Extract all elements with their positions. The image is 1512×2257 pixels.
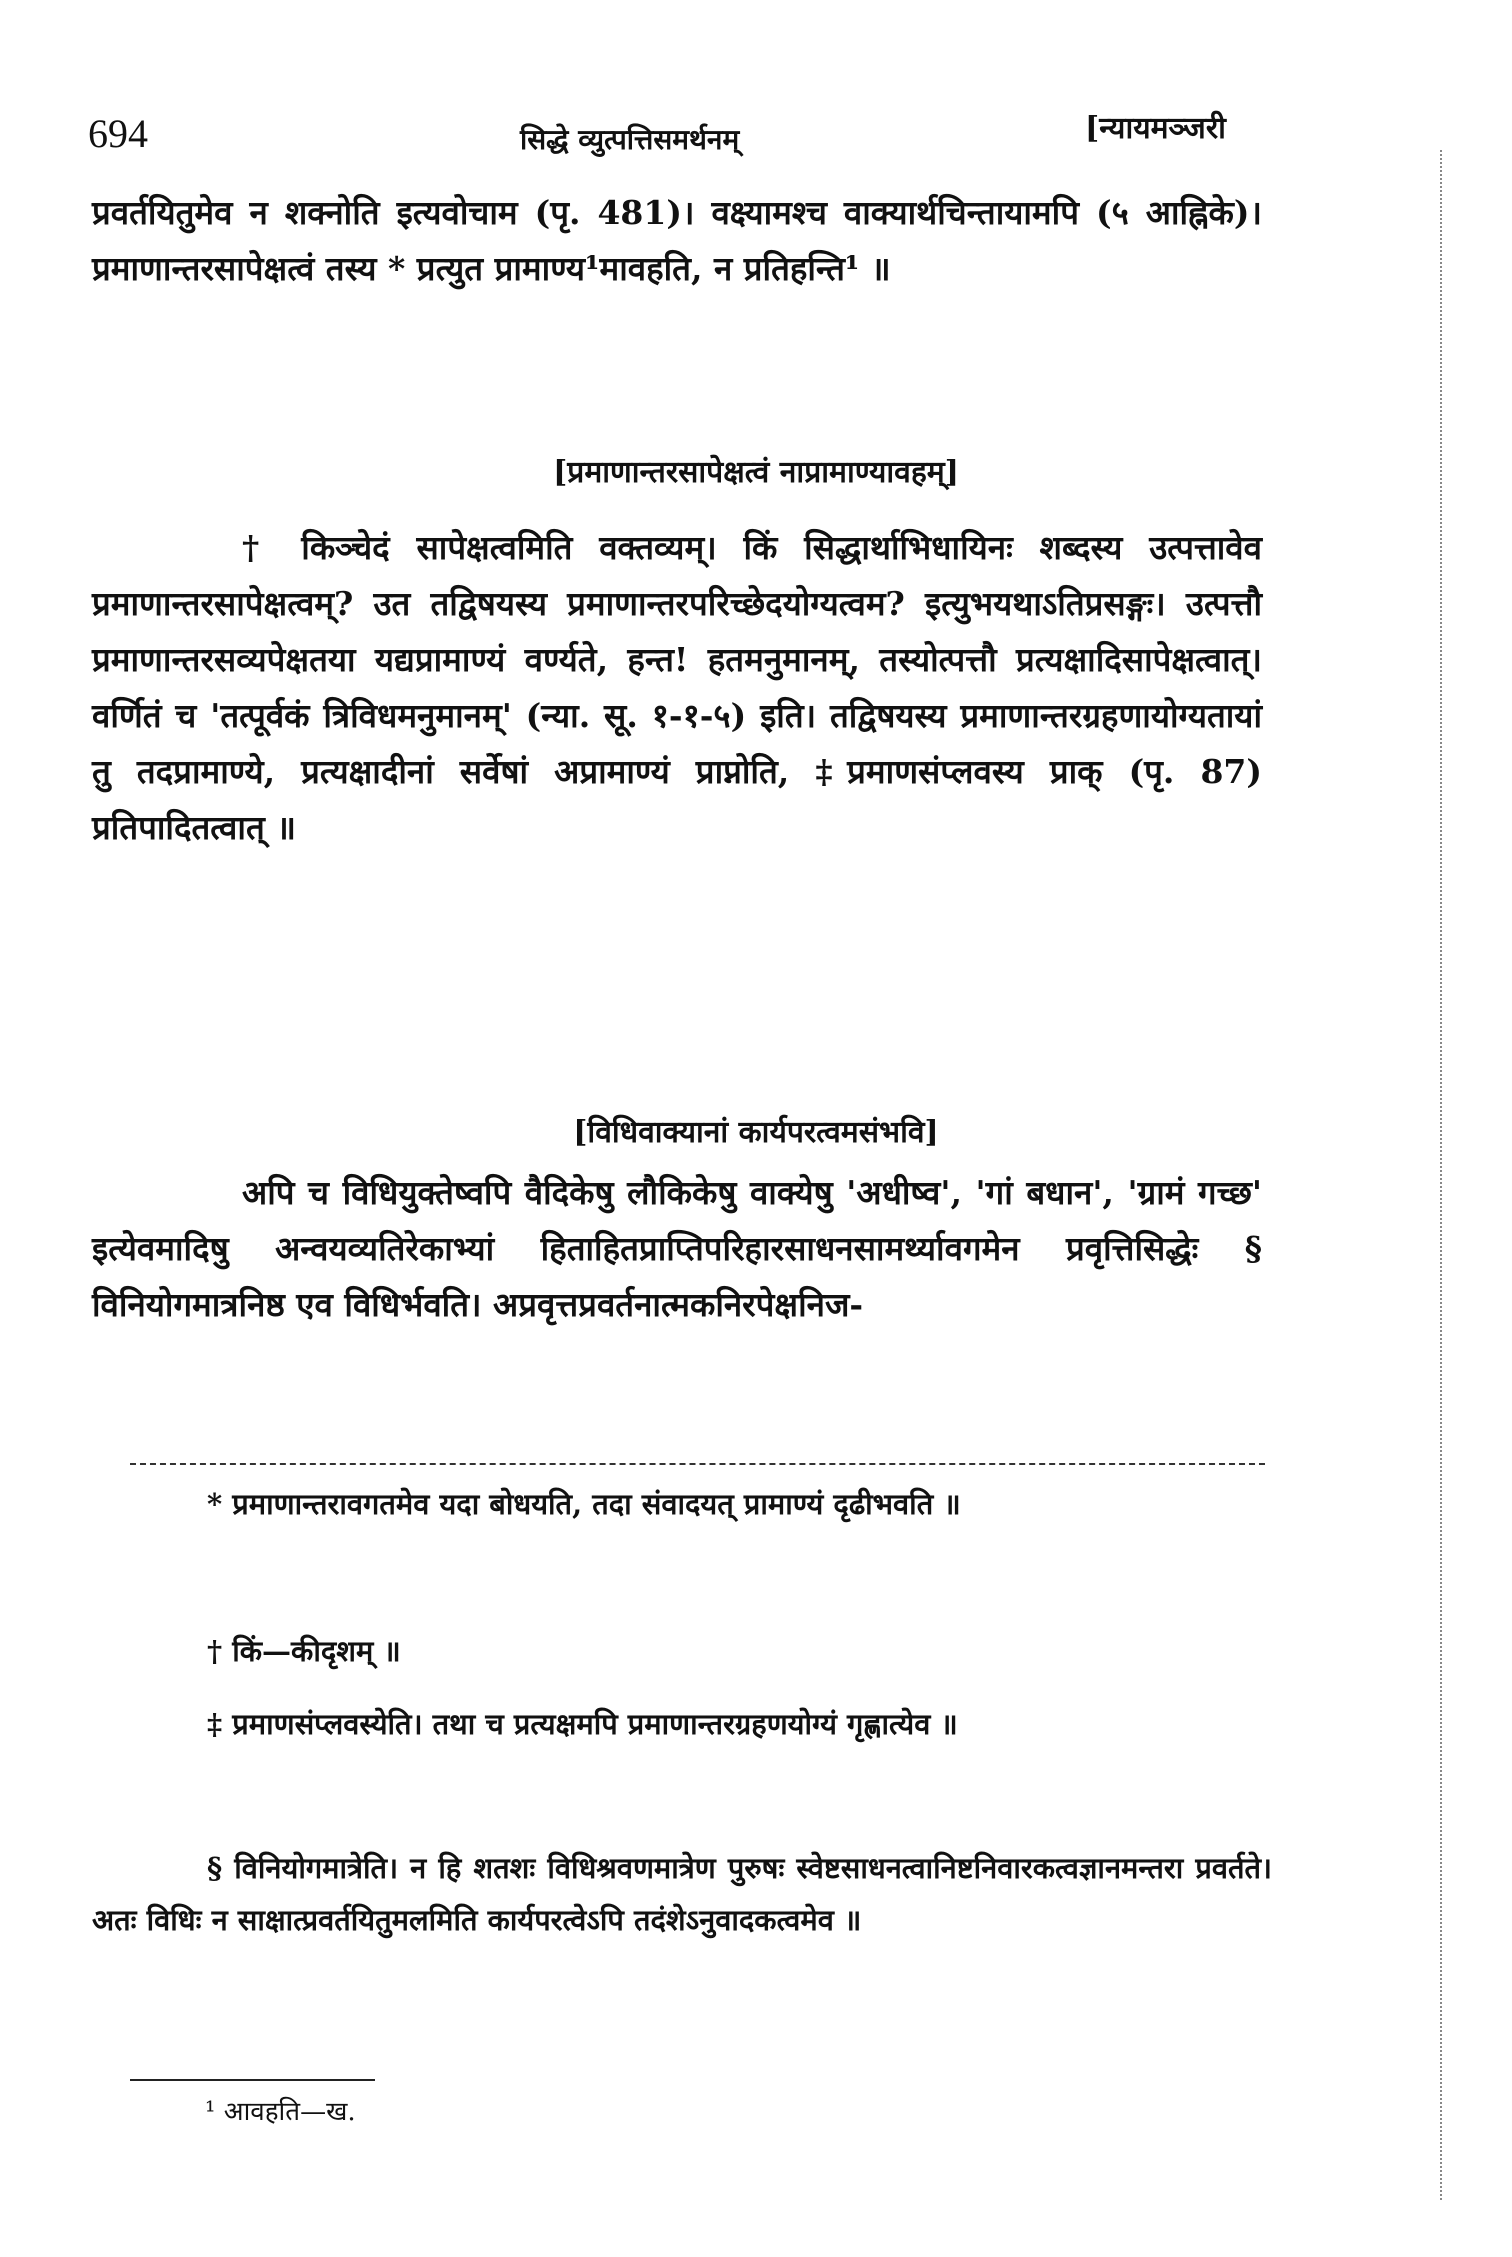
variant-note-divider: [130, 2079, 375, 2081]
page-number: 694: [88, 111, 148, 156]
section-heading-1: [प्रमाणान्तरसापेक्षत्वं नाप्रामाण्यावहम्]: [553, 455, 959, 490]
variant-note: ¹ आवहति—ख.: [205, 2097, 356, 2127]
paragraph-2: † किञ्चेदं सापेक्षत्वमिति वक्तव्यम्। किं सिद्धार्थाभिधायिनः शब्दस्य उत्पत्तावेव प्रमाणान्तरसापेक्षत्वम्? उत तद्विषयस्य प्रमाणान्तरपरिच्छेदयोग्यत्वम? इत्युभयथाऽतिप्रसङ्गः। उत्पत्तौ प्रमाणान्तरसव्यपेक्षतया यद्यप्रामाण्यं वर्ण्यते, हन्त! हतमनुमानम्, तस्योत्पत्तौ प्रत्यक्षादिसापेक्षत्वात्। वर्णितं च 'तत्पूर्वकं त्रिविधमनुमानम्' (न्या. सू. १-१-५) इति। तद्विषयस्य प्रमाणान्तरग्रहणायोग्यतायां तु तदप्रामाण्ये, प्रत्यक्षादीनां सर्वेषां अप्रामाण्यं प्राप्नोति, ‡प्रमाणसंप्लवस्य प्राक् (पृ. 87) प्रतिपादितत्वात् ॥: [92, 528, 1262, 847]
footnote-1: * प्रमाणान्तरावगतमेव यदा बोधयति, तदा संवादयत् प्रामाण्यं दृढीभवति ॥: [207, 1487, 961, 1521]
paragraph-3: अपि च विधियुक्तेष्वपि वैदिकेषु लौकिकेषु वाक्येषु 'अधीष्व', 'गां बधान', 'ग्रामं गच्छ' इत्येवमादिषु अन्वयव्यतिरेकाभ्यां हिताहितप्राप्तिपरिहारसाधनसामर्थ्यावगमेन प्रवृत्तिसिद्धेः § विनियोगमात्रनिष्ठ एव विधिर्भवति। अप्रवृत्तप्रवर्तनात्मकनिरपेक्षनिज-: [92, 1173, 1262, 1324]
section-heading-2: [विधिवाक्यानां कार्यपरत्वमसंभवि]: [573, 1115, 939, 1150]
footnote-3: ‡ प्रमाणसंप्लवस्येति। तथा च प्रत्यक्षमपि प्रमाणान्तरग्रहणयोग्यं गृह्णात्येव ॥: [207, 1707, 958, 1741]
running-title: सिद्धे व्युत्पत्तिसमर्थनम्: [520, 123, 740, 156]
scan-edge-marks: [1440, 150, 1446, 2200]
paragraph-1: प्रवर्तयितुमेव न शक्नोति इत्यवोचाम (पृ. 481)। वक्ष्यामश्च वाक्यार्थचिन्तायामपि (५ आह्निके)। प्रमाणान्तरसापेक्षत्वं तस्य * प्रत्युत प्रामाण्य¹मावहति, न प्रतिहन्ति¹ ॥: [92, 193, 1262, 288]
footnote-divider: [130, 1463, 1265, 1465]
book-title: [न्यायमञ्जरी: [1085, 111, 1226, 146]
footnote-2: † किं—कीदृशम् ॥: [207, 1634, 401, 1668]
footnote-4: § विनियोगमात्रेति। न हि शतशः विधिश्रवणमात्रेण पुरुषः स्वेष्टसाधनत्वानिष्टनिवारकत्वज्ञानमन्तरा प्रवर्तते। अतः विधिः न साक्षात्प्रवर्तयितुमलमिति कार्यपरत्वेऽपि तदंशेऽनुवादकत्वमेव ॥: [92, 1851, 1272, 1937]
